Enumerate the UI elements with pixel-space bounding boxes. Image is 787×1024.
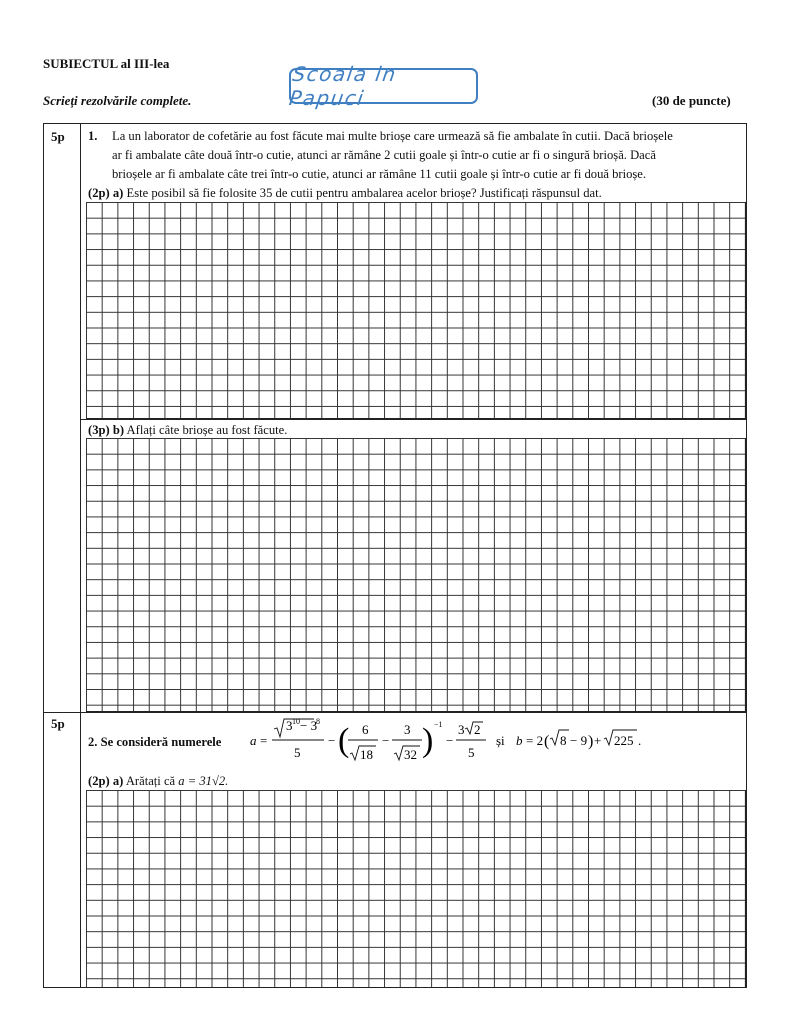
svg-text:+: +	[594, 733, 602, 748]
svg-text:5: 5	[294, 745, 301, 760]
svg-text:−: −	[328, 733, 336, 748]
svg-text:= 2: = 2	[526, 733, 544, 748]
problem2-part-a	[88, 772, 228, 791]
svg-text:3: 3	[458, 722, 465, 737]
svg-text:(: (	[338, 722, 350, 759]
problem-divider	[43, 712, 747, 713]
svg-text:− 9: − 9	[570, 733, 588, 748]
problem1-number: 1.	[88, 129, 98, 143]
svg-text:32: 32	[404, 747, 417, 762]
svg-text:3: 3	[286, 718, 293, 733]
svg-text:): )	[422, 722, 434, 759]
conj-si: și	[496, 733, 505, 748]
problem2-formula	[250, 715, 670, 771]
svg-text:10: 10	[292, 717, 300, 726]
svg-text:): )	[588, 733, 594, 750]
svg-text:8: 8	[560, 733, 567, 748]
svg-text:8: 8	[316, 717, 320, 726]
part-a-question: Este posibil să fie folosite 35 de cutii pentru ambalarea acelor brioșe? Justificați răspunsul dat.	[126, 186, 602, 200]
svg-text:.: .	[638, 733, 642, 748]
answer-grid-1a[interactable]	[86, 202, 746, 419]
svg-text:b: b	[516, 733, 523, 748]
svg-text:2: 2	[474, 722, 481, 737]
logo-text: Scoala in Papuci	[287, 62, 399, 110]
problem1-points: 5p	[51, 129, 65, 144]
instructions: Scrieți rezolvările complete.	[43, 93, 192, 108]
p2-part-a-points: (2p)	[88, 774, 110, 788]
logo	[287, 62, 478, 110]
svg-text:− 3: − 3	[300, 718, 318, 733]
answer-grid-2a[interactable]	[86, 790, 746, 988]
svg-text:−: −	[446, 733, 454, 748]
problem1-line2: ar fi ambalate câte două într-o cutie, atunci ar rămâne 2 cutii goale și într-o cutie ar fi o singură brioșă. Dacă	[112, 148, 656, 162]
part-b-question: Aflați câte brioșe au fost făcute.	[126, 423, 288, 437]
part-b-label: b)	[112, 423, 125, 437]
section-title: SUBIECTUL al III-lea	[43, 56, 170, 71]
total-points: (30 de puncte)	[652, 93, 731, 108]
problem1-line1: La un laborator de cofetărie au fost făcute mai multe brioșe care urmează să fie ambalate în cutii. Dacă brioșele	[112, 129, 673, 143]
svg-text:−: −	[382, 733, 390, 748]
svg-text:6: 6	[362, 722, 369, 737]
part-a-label: a)	[112, 186, 124, 200]
svg-text:−1: −1	[434, 720, 443, 729]
problem1-part-a	[88, 184, 602, 203]
part-b-points: (3p)	[88, 423, 110, 437]
svg-text:a: a	[250, 733, 257, 748]
svg-text:5: 5	[468, 745, 475, 760]
p2-part-a-question: Arătați că	[125, 774, 176, 788]
p2-part-a-label: a)	[112, 774, 124, 788]
svg-text:(: (	[544, 733, 550, 750]
problem2-points: 5p	[51, 716, 65, 731]
svg-text:3: 3	[404, 722, 411, 737]
svg-text:225: 225	[614, 733, 634, 748]
points-column-divider	[80, 123, 81, 988]
part-divider	[80, 419, 747, 420]
part-a-points: (2p)	[88, 186, 110, 200]
problem2-intro: 2. Se consideră numerele	[88, 735, 222, 749]
problem1-line3: brioșele ar fi ambalate câte trei într-o cutie, atunci ar rămâne 11 cutii goale și într-o cutie ar fi două brioșe.	[112, 167, 647, 181]
svg-text:=: =	[260, 733, 268, 748]
p2-part-a-math: a = 31√2.	[178, 774, 229, 788]
svg-text:18: 18	[360, 747, 373, 762]
answer-grid-1b[interactable]	[86, 438, 746, 712]
